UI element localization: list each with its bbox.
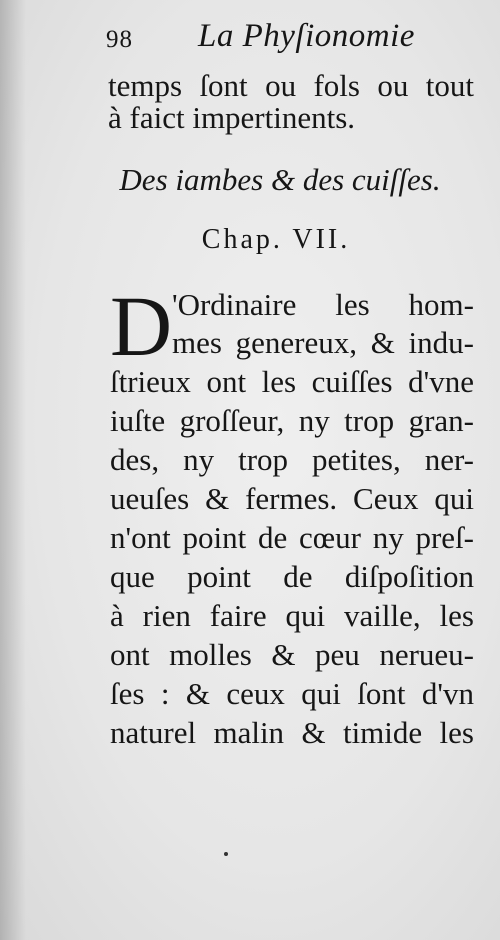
text-line: temps ſont ou fols ou tout xyxy=(108,70,474,103)
text-line: mes genereux, & indu- xyxy=(172,327,474,360)
text-line: que point de diſpoſition xyxy=(110,561,474,594)
page-number: 98 xyxy=(106,26,133,53)
text-line: ueuſes & fermes. Ceux qui xyxy=(110,483,474,516)
text-line: ſes : & ceux qui ſont d'vn xyxy=(110,678,474,711)
text-line: ſtrieux ont les cuiſſes d'vne xyxy=(110,366,474,399)
running-title: La Phyſionomie xyxy=(198,18,415,54)
running-head xyxy=(106,18,476,58)
text-line: à faict impertinents. xyxy=(108,100,356,135)
drop-cap: D xyxy=(110,278,173,374)
chapter-heading: Chap. VII. xyxy=(201,224,351,255)
text-line: 'Ordinaire les hom- xyxy=(172,289,474,322)
text-line: naturel malin & timide les xyxy=(110,717,474,750)
text-line: ont molles & peu nerueu- xyxy=(110,639,474,672)
text-line: n'ont point de cœur ny preſ- xyxy=(110,522,474,555)
text-line: à rien faire qui vaille, les xyxy=(110,600,474,633)
ink-speck xyxy=(224,852,228,856)
text-line: des, ny trop petites, ner- xyxy=(110,444,474,477)
text-line: iuſte groſſeur, ny trop gran- xyxy=(110,405,474,438)
section-heading: Des iambes & des cuiſſes. xyxy=(119,162,441,197)
gutter-shadow xyxy=(0,0,26,940)
